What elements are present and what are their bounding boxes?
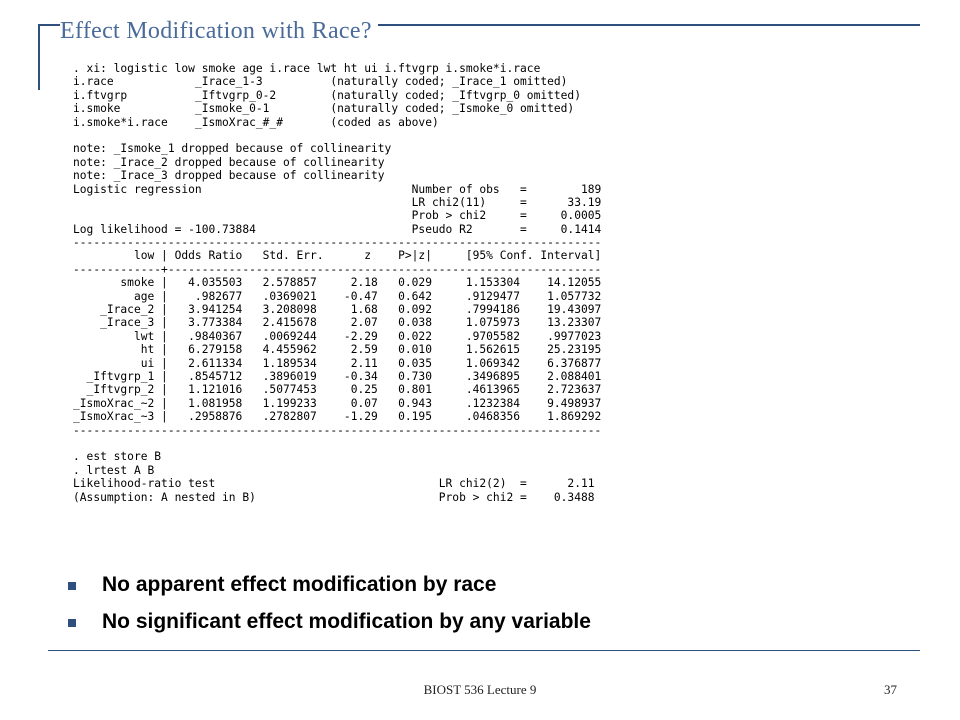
title-left-rule [38,24,40,90]
page-number: 37 [884,682,897,697]
output-line: _IsmoXrac_~3 | .2958876 .2782807 -1.29 0.195 .0468356 1.869292 [73,410,602,424]
output-line: _Iftvgrp_2 | 1.121016 .5077453 0.25 0.801 .4613965 2.723637 [73,383,602,397]
bullet-item [60,573,591,597]
output-line: LR chi2(11) = 33.19 [73,195,602,209]
output-line [73,129,601,142]
output-line: note: _Ismoke_1 dropped because of collinearity [73,142,392,156]
square-bullet-icon [68,619,76,627]
slide-title: Effect Modification with Race? [60,18,378,45]
footer-text: BIOST 536 Lecture 9 [423,682,537,697]
output-line: ht | 6.279158 4.455962 2.59 0.010 1.562615 25.23195 [73,343,602,357]
output-line: i.smoke _Ismoke_0-1 (naturally coded; _Ismoke_0 omitted) [73,102,575,116]
output-line: lwt | .9840367 .0069244 -2.29 0.022 .9705582 .9977023 [73,329,602,343]
output-line: _Iftvgrp_1 | .8545712 .3896019 -0.34 0.730 .3496895 2.088401 [73,369,602,383]
output-line: _IsmoXrac_~2 | 1.081958 1.199233 0.07 0.943 .1232384 9.498937 [73,396,602,410]
output-line: i.ftvgrp _Iftvgrp_0-2 (naturally coded; _Iftvgrp_0 omitted) [73,88,581,102]
output-line: i.smoke*i.race _IsmoXrac_#_# (coded as above) [73,115,439,129]
output-line: . est store B [73,450,162,464]
output-line: Logistic regression Number of obs = 189 [73,182,602,196]
output-line: . xi: logistic low smoke age i.race lwt ht ui i.ftvgrp i.smoke*i.race [73,62,541,75]
footer-rule [48,650,920,651]
output-line: _Irace_2 | 3.941254 3.208098 1.68 0.092 .7994186 19.43097 [73,303,602,317]
output-line: note: _Irace_3 dropped because of collinearity [73,169,385,183]
output-line: -------------+---------------------------------------------------------------- [73,262,602,276]
output-line: age | .982677 .0369021 -0.47 0.642 .9129477 1.057732 [73,289,602,303]
stata-output [73,62,601,504]
output-line: i.race _Irace_1-3 (naturally coded; _Irace_1 omitted) [73,75,568,89]
bullet-item [60,610,591,634]
output-line: ------------------------------------------------------------------------------ [73,423,602,437]
output-line: smoke | 4.035503 2.578857 2.18 0.029 1.153304 14.12055 [73,276,602,290]
output-line: ------------------------------------------------------------------------------ [73,236,602,250]
output-line: (Assumption: A nested in B) Prob > chi2 = 0.3488 [73,490,595,504]
output-line: ui | 2.611334 1.189534 2.11 0.035 1.069342 6.376877 [73,356,602,370]
output-line: Prob > chi2 = 0.0005 [73,209,602,223]
output-line: _Irace_3 | 3.773384 2.415678 2.07 0.038 1.075973 13.23307 [73,316,602,330]
bullet-text: No significant effect modification by any variable [102,610,591,633]
output-line: low | Odds Ratio Std. Err. z P>|z| [95% Conf. Interval] [73,249,602,263]
output-line: note: _Irace_2 dropped because of collinearity [73,155,385,169]
bullet-text: No apparent effect modification by race [102,573,497,596]
output-line [73,437,601,450]
output-line: Likelihood-ratio test LR chi2(2) = 2.11 [73,477,595,491]
output-line: . lrtest A B [73,463,155,477]
bullet-list [60,573,591,647]
square-bullet-icon [68,582,76,590]
output-line: Log likelihood = -100.73884 Pseudo R2 = 0.1414 [73,222,602,236]
